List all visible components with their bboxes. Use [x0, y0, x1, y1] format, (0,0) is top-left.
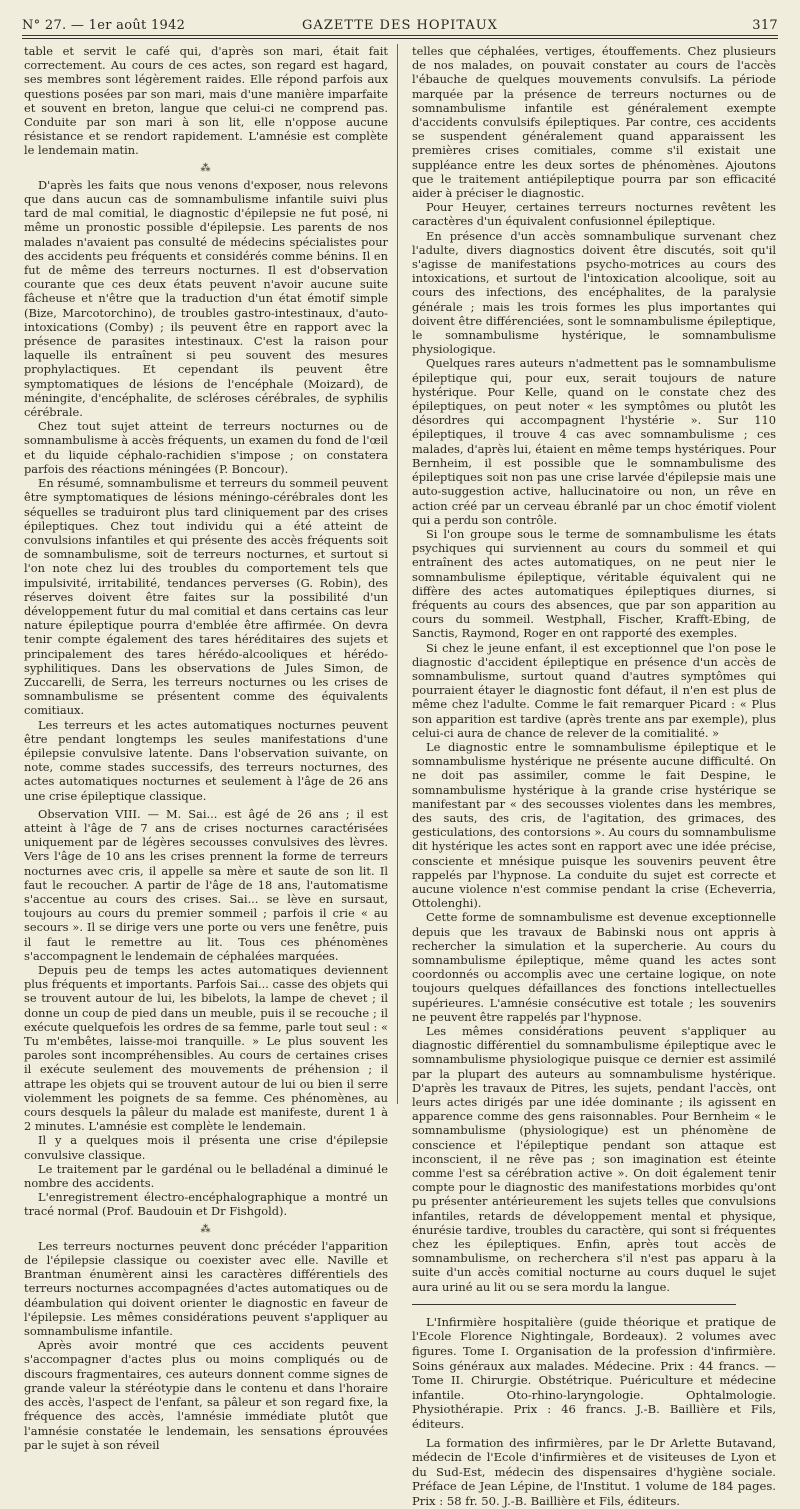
review-entry: La formation des infirmières, par le Dr Arlette Butavand, médecin de l'Ecole d'infirmières et de visiteuses de Lyon et du Sud-Est, médecin des dispensaires d'hygiène sociale. Préface de Jean Lépine, de l'Institut. 1 volume de 184 pages. Prix : 58 fr. 50. J.-B. Baillière et Fils, éditeurs.	[412, 1435, 776, 1508]
paragraph: Si l'on groupe sous le terme de somnambulisme les états psychiques qui surviennent au cours du sommeil et qui entraînent des actes automatiques, on ne peut nier le somnambulisme épileptique, véritable équivalent qui ne diffère des actes automatiques épileptiques diurnes, si fréquents au cours des absences, que par son apparition au cours du sommeil. Westphall, Fischer, Krafft-Ebing, de Sanctis, Raymond, Roger en ont rapporté des exemples.	[412, 526, 776, 641]
right-column	[412, 44, 776, 1508]
paragraph: L'enregistrement électro-encéphalographique a montré un tracé normal (Prof. Baudouin et Dr Fishgold).	[24, 1190, 388, 1219]
left-column	[24, 44, 388, 1452]
reviews-rule	[412, 1304, 736, 1305]
review-entry: L'Infirmière hospitalière (guide théorique et pratique de l'Ecole Florence Nightingale, Bordeaux). 2 volumes avec figures. Tome I. Organisation de la profession d'infirmière. Soins généraux aux malades. Médecine. Prix : 44 francs. — Tome II. Chirurgie. Obstétrique. Puériculture et médecine infantile. Oto-rhino-laryngologie. Ophtalmologie. Physiothérapie. Prix : 46 francs. J.-B. Baillière et Fils, éditeurs.	[412, 1314, 776, 1432]
section-separator: ⁂	[200, 162, 212, 174]
issue-date: N° 27. — 1er août 1942	[22, 18, 186, 33]
header-rule	[22, 35, 778, 36]
paragraph: telles que céphalées, vertiges, étouffements. Chez plusieurs de nos malades, on pouvait constater au cours de l'accès l'ébauche de quelques mouvements convulsifs. La période marquée par la présence de terreurs nocturnes ou de somnambulisme infantile est généralement exempte d'accidents convulsifs épileptiques. Par contre, ces accidents se suspendent généralement quand apparaissent les premières crises comitiales, comme s'il existait une suppléance entre les deux sortes de phénomènes. Ajoutons que le traitement antiépileptique pourra par son efficacité aider à préciser le diagnostic.	[412, 44, 776, 201]
paragraph: Pour Heuyer, certaines terreurs nocturnes revêtent les caractères d'un équivalent confusionnel épileptique.	[412, 200, 776, 229]
paragraph: En présence d'un accès somnambulique survenant chez l'adulte, divers diagnostics doivent être discutés, soit qu'il s'agisse de manifestations psycho-motrices au cours des intoxications, et surtout de l'intoxication alcoolique, soit au cours des infections, des encéphalites, de la paralysie générale ; mais les trois formes les plus importantes qui doivent être différenciées, sont le somnambulisme épileptique, le somnambulisme hystérique, le somnambulisme physiologique.	[412, 228, 776, 357]
page-number: 317	[752, 18, 778, 33]
paragraph: Chez tout sujet atteint de terreurs nocturnes ou de somnambulisme à accès fréquents, un examen du fond de l'œil et du liquide céphalo-rachidien s'impose ; on constatera parfois des réactions méningées (P. Boncour).	[24, 419, 388, 476]
paragraph: En résumé, somnambulisme et terreurs du sommeil peuvent être symptomatiques de lésions méningo-cérébrales dont les séquelles se traduiront plus tard cliniquement par des crises épileptiques. Chez tout individu qui a été atteint de convulsions infantiles et qui présente des accès fréquents soit de somnambulisme, soit de terreurs nocturnes, et surtout si l'on note chez lui des troubles du comportement tels que impulsivité, irritabilité, tendances perverses (G. Robin), des réserves doivent être faites sur la possibilité d'un développement futur du mal comitial et dans certains cas leur nature épileptique pourra d'emblée être affirmée. On devra tenir compte également des tares héréditaires des sujets et principalement des tares hérédo-alcooliques et hérédo-syphilitiques. Dans les observations de Jules Simon, de Zuccarelli, de Serra, les terreurs nocturnes ou les crises de somnambulisme se présentent comme des équivalents comitiaux.	[24, 476, 388, 718]
paragraph: Les terreurs nocturnes peuvent donc précéder l'apparition de l'épilepsie classique ou coexister avec elle. Naville et Brantman énumèrent ainsi les caractères différentiels des terreurs nocturnes accompagnées d'actes automatiques ou de déambulation qui doivent orienter le diagnostic en faveur de l'épilepsie. Les mêmes considérations peuvent s'appliquer au somnambulisme infantile.	[24, 1238, 388, 1339]
paragraph: table et servit le café qui, d'après son mari, était fait correctement. Au cours de ces actes, son regard est hagard, ses membres sont légèrement raides. Elle répond parfois aux questions posées par son mari, mais d'une manière imparfaite et souvent en breton, langue que celui-ci ne comprend pas. Conduite par son mari à son lit, elle n'oppose aucune résistance et se rendort rapidement. L'amnésie est complète le lendemain matin.	[24, 44, 388, 158]
header-rule-thin	[22, 38, 778, 39]
column-divider	[397, 44, 398, 1104]
paragraph: Les mêmes considérations peuvent s'appliquer au diagnostic différentiel du somnambulisme épileptique avec le somnambulisme physiologique puisque ce dernier est assimilé par la plupart des auteurs au somnambulisme hystérique. D'après les travaux de Pitres, les sujets, pendant l'accès, ont leurs actes dirigés par une idée dominante ; ils agissent en apparence comme des gens raisonnables. Pour Bernheim « le somnambulisme (physiologique) est un phénomène de conscience et l'épileptique pendant son attaque est inconscient, il ne rêve pas ; son imagination est éteinte comme l'est sa cérébration active ». On doit également tenir compte pour le diagnostic des manifestations morbides qu'ont pu présenter antérieurement les sujets telles que convulsions infantiles, retards de développement mental et physique, énurésie tardive, troubles du caractère, qui sont si fréquentes chez les épileptiques. Enfin, après tout accès de somnambulisme, on recherchera s'il n'est pas apparu à la suite d'un accès comitial nocturne au cours duquel le sujet aura uriné au lit ou se sera mordu la langue.	[412, 1024, 776, 1294]
paragraph: D'après les faits que nous venons d'exposer, nous relevons que dans aucun cas de somnambulisme infantile suivi plus tard de mal comitial, le diagnostic d'épilepsie ne fut posé, ni même un pronostic possible d'épilepsie. Les parents de nos malades n'avaient pas consulté de médecins spécialistes pour des accidents peu fréquents et considérés comme bénins. Il en fut de même des terreurs nocturnes. Il est d'observation courante que ces deux états peuvent n'avoir aucune suite fâcheuse et n'être que la traduction d'un état émotif simple (Bize, Marcotorchino), de troubles gastro-intestinaux, d'auto-intoxications (Comby) ; ils peuvent être en rapport avec la présence de parasites intestinaux. C'est la raison pour laquelle ils entraînent si peu souvent des mesures prophylactiques. Et cependant ils peuvent être symptomatiques de lésions de l'encéphale (Moizard), de méningite, d'encéphalite, de scléroses cérébrales, de syphilis cérébrale.	[24, 177, 388, 420]
observation-paragraph: Observation VIII. — M. Sai... est âgé de 26 ans ; il est atteint à l'âge de 7 ans de crises nocturnes caractérisées uniquement par de légères secousses convulsives des lèvres. Vers l'âge de 10 ans les crises prennent la forme de terreurs nocturnes avec cris, il appelle sa mère et saute de son lit. Il faut le recoucher. A partir de l'âge de 18 ans, l'automatisme s'accentue au cours des crises. Sai... se lève en sursaut, toujours au cours du premier sommeil ; parfois il crie « au secours ». Il se dirige vers une porte ou vers une fenêtre, puis il faut le remettre au lit. Tous ces phénomènes s'accompagnent le lendemain de céphalées marquées.	[24, 806, 388, 963]
paragraph: Quelques rares auteurs n'admettent pas le somnambulisme épileptique qui, pour eux, serait toujours de nature hystérique. Pour Kelle, quand on le constate chez des épileptiques, on peut noter « les symptômes ou plutôt les désordres qui accompagnent l'hystérie ». Sur 110 épileptiques, il trouve 4 cas avec somnambulisme ; ces malades, d'après lui, étaient en même temps hystériques. Pour Bernheim, il est possible que le somnambulisme des épileptiques soit non pas une crise larvée d'épilepsie mais une auto-suggestion active, hallucinatoire ou non, un rêve en action créé par un cerveau ébranlé par un choc émotif violent qui a perdu son contrôle.	[412, 356, 776, 527]
paragraph: Cette forme de somnambulisme est devenue exceptionnelle depuis que les travaux de Babinski nous ont appris à rechercher la simulation et la supercherie. Au cours du somnambulisme épileptique, même quand les actes sont coordonnés ou accomplis avec une certaine logique, on note toujours quelques défaillances des fonctions intellectuelles supérieures. L'amnésie consécutive est totale ; les souvenirs ne peuvent être rappelés par l'hypnose.	[412, 910, 776, 1024]
paragraph: Après avoir montré que ces accidents peuvent s'accompagner d'actes plus ou moins compliqués ou de discours fragmentaires, ces auteurs donnent comme signes de grande valeur la stéréotypie dans le contenu et dans l'horaire des accès, l'aspect de l'enfant, sa pâleur et son regard fixe, la fréquence des accès, l'amnésie immédiate plutôt que l'amnésie constatée le lendemain, les sensations éprouvées par le sujet à son réveil	[24, 1338, 388, 1452]
paragraph: Depuis peu de temps les actes automatiques deviennent plus fréquents et importants. Parfois Sai... casse des objets qui se trouvent autour de lui, les bibelots, la lampe de chevet ; il donne un coup de pied dans un meuble, puis il se recouche ; il exécute quelquefois les ordres de sa femme, parle tout seul : « Tu m'embêtes, laisse-moi tranquille. » Le plus souvent les paroles sont incompréhensibles. Au cours de certaines crises il exécute seulement des mouvements de préhension ; il attrape les objets qui se trouvent autour de lui ou bien il serre violemment les poignets de sa femme. Ces phénomènes, au cours desquels la pâleur du malade est manifeste, durent 1 à 2 minutes. L'amnésie est complète le lendemain.	[24, 963, 388, 1134]
section-separator: ⁂	[200, 1223, 212, 1235]
paragraph: Il y a quelques mois il présenta une crise d'épilepsie convulsive classique.	[24, 1133, 388, 1162]
paragraph: Le diagnostic entre le somnambulisme épileptique et le somnambulisme hystérique ne présente aucune difficulté. On ne doit pas assimiler, comme le fait Despine, le somnambulisme hystérique à la grande crise hystérique se manifestant par « des secousses violentes dans les membres, des sauts, des cris, de l'agitation, des grimaces, des gesticulations, des contorsions ». Au cours du somnambulisme dit hystérique les actes sont en rapport avec une idée précise, consciente et mnésique puisque les souvenirs peuvent être rappelés par l'hypnose. La conduite du sujet est correcte et aucune violence n'est commise pendant la crise (Echeverria, Ottolenghi).	[412, 739, 776, 911]
paragraph: Si chez le jeune enfant, il est exceptionnel que l'on pose le diagnostic d'accident épileptique en présence d'un accès de somnambulisme, surtout quand d'autres symptômes qui pourraient étayer le diagnostic font défaut, il n'en est plus de même chez l'adulte. Comme le fait remarquer Picard : « Plus son apparition est tardive (après trente ans par exemple), plus celui-ci aura de chance de relever de la comitialité. »	[412, 640, 776, 740]
paragraph: Le traitement par le gardénal ou le belladénal a diminué le nombre des accidents.	[24, 1161, 388, 1191]
book-reviews	[412, 1315, 776, 1509]
paragraph: Les terreurs et les actes automatiques nocturnes peuvent être pendant longtemps les seules manifestations d'une épilepsie convulsive latente. Dans l'observation suivante, on note, comme stades successifs, des terreurs nocturnes, des actes automatiques nocturnes et seulement à l'âge de 26 ans une crise épileptique classique.	[24, 717, 388, 803]
journal-title: GAZETTE DES HOPITAUX	[302, 18, 498, 33]
